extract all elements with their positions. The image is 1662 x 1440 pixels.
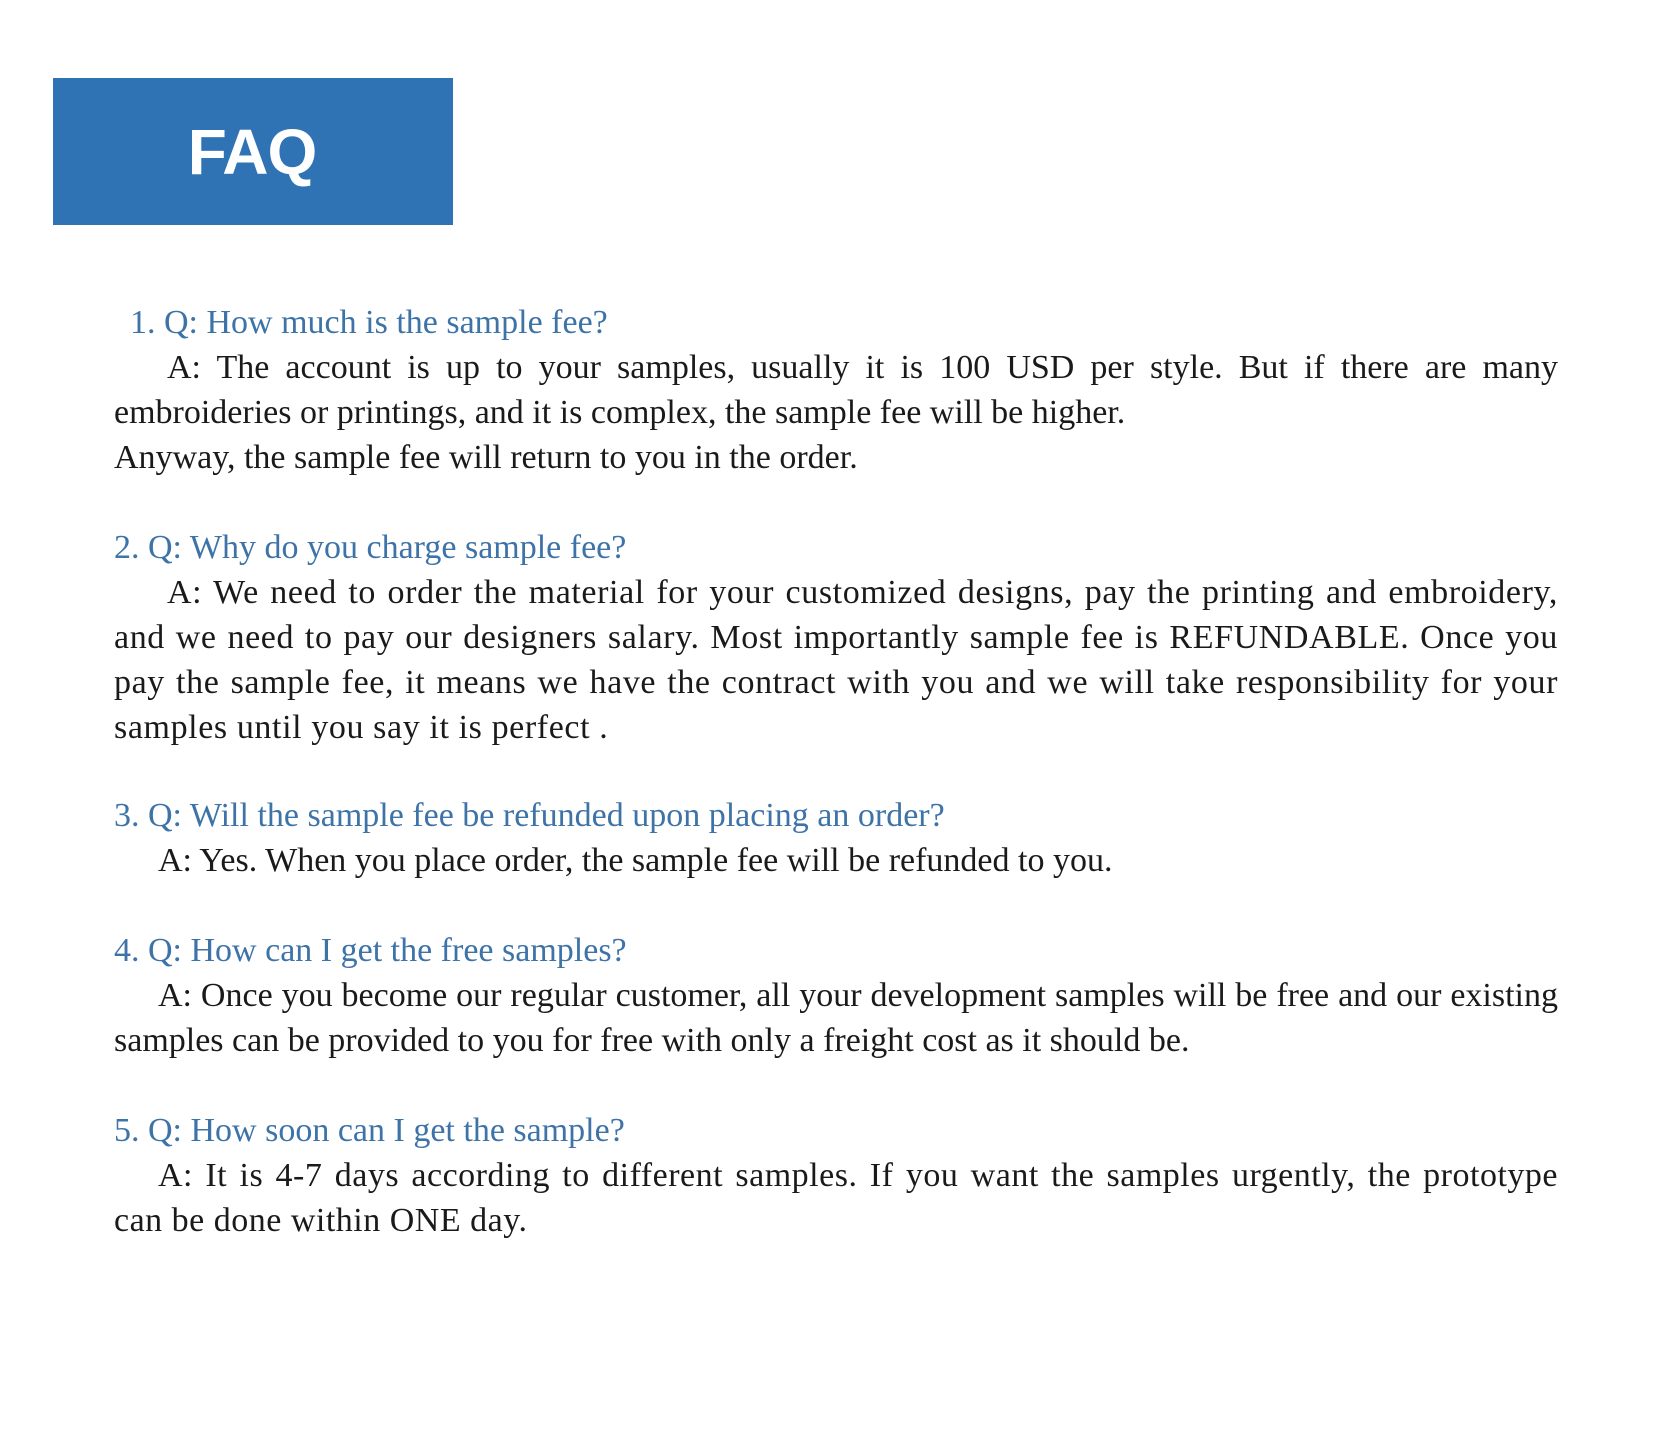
faq-question: 1. Q: How much is the sample fee? bbox=[130, 304, 608, 341]
faq-item bbox=[114, 300, 1558, 480]
faq-answer: A: It is 4-7 days according to different samples. If you want the samples urgently, the prototype can be done within ONE day. bbox=[114, 1157, 1558, 1239]
faq-answer: A: We need to order the material for your customized designs, pay the printing and embroidery, and we need to pay our designers salary. Most importantly sample fee is REFUNDABLE. Once you pay the sample fee, it means we have the contract with you and we will take responsibility for your samples until you say it is perfect . bbox=[114, 574, 1558, 746]
faq-item bbox=[114, 793, 1558, 883]
faq-answer: A: The account is up to your samples, usually it is 100 USD per style. But if there are many embroideries or printings, and it is complex, the sample fee will be higher. bbox=[114, 349, 1558, 431]
faq-answer-note: Anyway, the sample fee will return to you in the order. bbox=[114, 439, 858, 476]
faq-banner bbox=[53, 78, 453, 225]
faq-question: 5. Q: How soon can I get the sample? bbox=[114, 1112, 625, 1149]
faq-question: 4. Q: How can I get the free samples? bbox=[114, 932, 627, 969]
faq-item bbox=[114, 525, 1558, 750]
faq-answer: A: Once you become our regular customer, all your development samples will be free and our existing samples can be provided to you for free with only a freight cost as it should be. bbox=[114, 977, 1558, 1059]
faq-item bbox=[114, 1108, 1558, 1243]
faq-item bbox=[114, 928, 1558, 1063]
faq-answer: A: Yes. When you place order, the sample fee will be refunded to you. bbox=[158, 842, 1113, 879]
page-title: FAQ bbox=[187, 115, 317, 188]
faq-question: 2. Q: Why do you charge sample fee? bbox=[114, 529, 627, 566]
faq-question: 3. Q: Will the sample fee be refunded upon placing an order? bbox=[114, 797, 945, 834]
